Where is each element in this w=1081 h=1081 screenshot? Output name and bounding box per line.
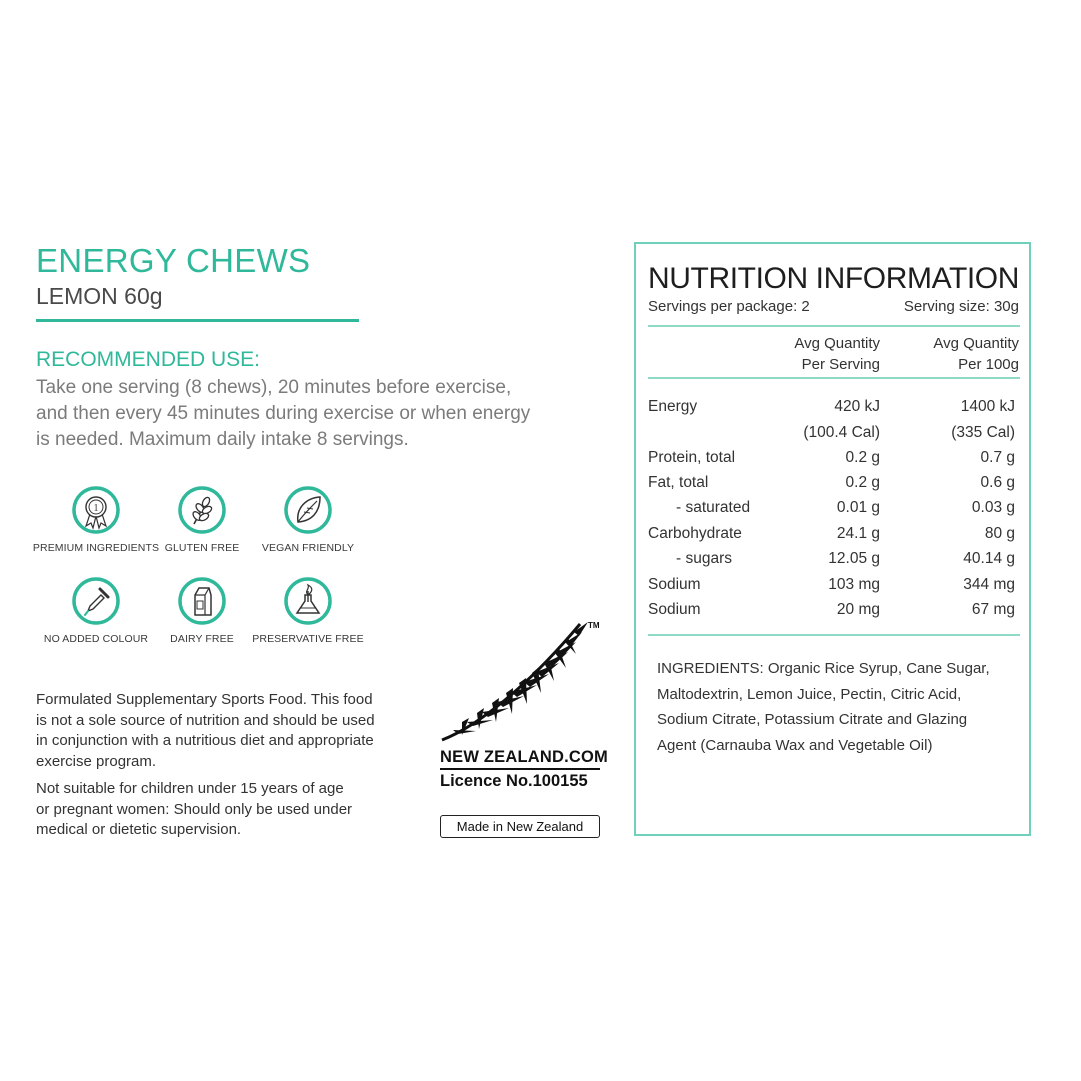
per-serving-value: (100.4 Cal) xyxy=(803,424,880,441)
svg-text:1: 1 xyxy=(93,503,99,514)
award-ribbon-icon xyxy=(72,486,120,534)
ingredients-line: Maltodextrin, Lemon Juice, Pectin, Citric Acid, xyxy=(657,685,962,703)
per-serving-value: 12.05 g xyxy=(828,550,880,567)
per-100g-value: 0.7 g xyxy=(980,449,1015,466)
nutrition-row xyxy=(648,576,1018,600)
nutrition-divider xyxy=(648,634,1020,636)
nutrition-divider xyxy=(648,325,1020,327)
flask-icon xyxy=(284,577,332,625)
nutrition-row xyxy=(648,449,1018,473)
ingredients-line: Sodium Citrate, Potassium Citrate and Glazing xyxy=(657,711,968,728)
per-serving-value: 103 mg xyxy=(828,576,880,593)
nutrition-row xyxy=(648,474,1018,498)
per-serving-value: 0.01 g xyxy=(836,499,880,516)
milk-carton-icon xyxy=(178,577,226,625)
per-100g-value: 40.14 g xyxy=(963,550,1015,567)
disclaimer-paragraph-1 xyxy=(36,690,416,772)
ingredients-line: Agent (Carnauba Wax and Vegetable Oil) xyxy=(657,736,933,754)
per-100g-value: (335 Cal) xyxy=(951,424,1015,441)
servings-per-package: Servings per package: 2 xyxy=(648,298,810,315)
disclaimer-line: medical or dietetic supervision. xyxy=(36,821,242,838)
per-serving-value: 24.1 g xyxy=(836,525,880,542)
badge-label: PRESERVATIVE FREE xyxy=(252,633,364,645)
badge-label: NO ADDED COLOUR xyxy=(43,633,149,645)
nutrient-label: Energy xyxy=(648,398,698,415)
made-in-nz-badge: Made in New Zealand xyxy=(440,815,600,838)
disclaimer-line: in conjunction with a nutritious diet and appropriate xyxy=(36,732,374,749)
nutrient-label: Fat, total xyxy=(648,474,709,491)
wheat-icon xyxy=(178,486,226,534)
title-divider xyxy=(36,319,359,322)
per-100g-value: 0.6 g xyxy=(980,474,1015,491)
nutrition-row xyxy=(648,398,1018,422)
nutrition-row xyxy=(648,424,1018,448)
nutrition-row xyxy=(648,601,1018,625)
nz-brand-divider xyxy=(440,768,600,770)
disclaimer-line: exercise program. xyxy=(36,752,157,770)
nutrient-label: Carbohydrate xyxy=(648,525,742,542)
nutrient-label: - sugars xyxy=(676,550,732,567)
recommended-use-line: Take one serving (8 chews), 20 minutes before exercise, xyxy=(36,377,512,398)
per-100g-value: 0.03 g xyxy=(971,499,1015,516)
per-serving-value: 0.2 g xyxy=(845,449,880,466)
silver-fern-logo xyxy=(438,616,608,751)
per-100g-value: 344 mg xyxy=(963,576,1015,593)
disclaimer-line: or pregnant women: Should only be used under xyxy=(36,800,353,818)
nutrition-divider xyxy=(648,377,1020,379)
per-serving-value: 0.2 g xyxy=(845,474,880,491)
badge-vegan-friendly xyxy=(244,486,372,554)
nutrient-label: Protein, total xyxy=(648,449,736,466)
badge-label: PREMIUM INGREDIENTS xyxy=(32,542,160,554)
column-header-line: Per Serving xyxy=(801,356,880,373)
ingredients-text xyxy=(657,656,1029,758)
disclaimer-line: is not a sole source of nutrition and should be used xyxy=(36,711,375,729)
column-header-per-serving xyxy=(794,333,880,375)
nz-licence-text: Licence No.100155 xyxy=(440,772,588,790)
dropper-icon xyxy=(72,577,120,625)
recommended-use-line: and then every 45 minutes during exercise or when energy xyxy=(36,403,531,424)
column-header-line: Avg Quantity xyxy=(794,335,880,352)
recommended-use-text xyxy=(36,375,606,453)
nutrition-title: NUTRITION INFORMATION xyxy=(648,262,1020,295)
badge-label: GLUTEN FREE xyxy=(164,542,240,554)
serving-size: Serving size: 30g xyxy=(903,298,1019,315)
per-100g-value: 80 g xyxy=(984,525,1015,542)
nz-brand-text: NEW ZEALAND.COM xyxy=(440,748,608,766)
disclaimer-paragraph-2 xyxy=(36,779,416,841)
nutrient-label: Sodium xyxy=(648,601,701,618)
leaf-icon xyxy=(284,486,332,534)
per-100g-value: 1400 kJ xyxy=(960,398,1015,415)
recommended-use-line: is needed. Maximum daily intake 8 servings. xyxy=(36,429,409,450)
nutrient-label: - saturated xyxy=(676,499,751,516)
ingredients-line: INGREDIENTS: Organic Rice Syrup, Cane Sugar, xyxy=(657,660,990,677)
column-header-line: Per 100g xyxy=(958,356,1019,373)
nutrient-label: Sodium xyxy=(648,576,701,593)
column-header-per-100g xyxy=(933,333,1019,375)
per-serving-value: 20 mg xyxy=(836,601,880,618)
disclaimer-line: Not suitable for children under 15 years of age xyxy=(36,780,344,797)
recommended-use-heading: RECOMMENDED USE: xyxy=(36,348,261,371)
nutrition-row xyxy=(648,550,1018,574)
trademark-mark: TM xyxy=(588,621,600,630)
per-serving-value: 420 kJ xyxy=(834,398,880,415)
product-subtitle: LEMON 60g xyxy=(36,283,163,309)
per-100g-value: 67 mg xyxy=(971,601,1015,618)
column-header-line: Avg Quantity xyxy=(933,335,1019,352)
badge-label: VEGAN FRIENDLY xyxy=(261,542,355,554)
badge-preservative-free xyxy=(244,577,372,645)
disclaimer-line: Formulated Supplementary Sports Food. This food xyxy=(36,691,373,708)
nutrition-row xyxy=(648,499,1018,523)
nutrition-row xyxy=(648,525,1018,549)
product-title: ENERGY CHEWS xyxy=(36,242,311,279)
badge-label: DAIRY FREE xyxy=(170,633,234,645)
